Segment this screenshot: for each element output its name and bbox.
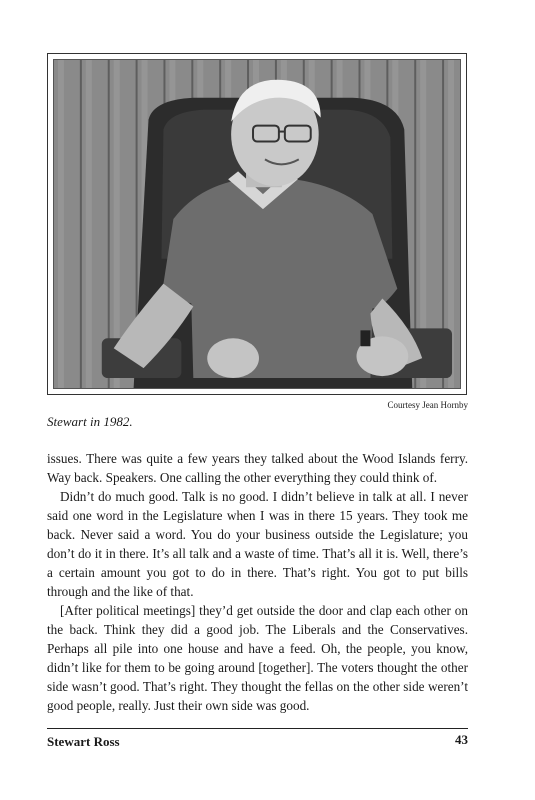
page-number: 43 [455,732,468,747]
portrait-photo [53,59,461,389]
photo-credit: Courtesy Jean Hornby [387,400,468,410]
running-head: Stewart Ross [47,734,120,749]
body-text [47,449,468,715]
paragraph: [After political meetings] they’d get outside the door and clap each other on the back. Think they did a good job. The Liberals and the Conservatives. Perhaps all pile into one house and have a feed. Oh, the people, you know, didn’t like for them to be going around [together]. The voters thought the other side wasn’t good. That’s right. They thought the fellas on the other side weren’t good people, really. Just their own side was good. [47,603,468,713]
photo-frame [47,53,467,395]
paragraph: issues. There was quite a few years they talked about the Wood Islands ferry. Way back. Speakers. One calling the other everything they could think of. [47,451,468,485]
photo-caption: Stewart in 1982. [47,414,133,429]
footer-rule [47,728,468,729]
portrait-illustration [54,60,460,388]
paragraph: Didn’t do much good. Talk is no good. I didn’t believe in talk at all. I never said one word in the Legislature when I was in there 15 years. They took me back. Never said a word. You do your business outside the Legislature; you don’t do it in there. It’s all talk and a waste of time. That’s all it is. Well, there’s a certain amount you got to do in there. That’s right. You got to put bills through and the like of that. [47,489,468,599]
